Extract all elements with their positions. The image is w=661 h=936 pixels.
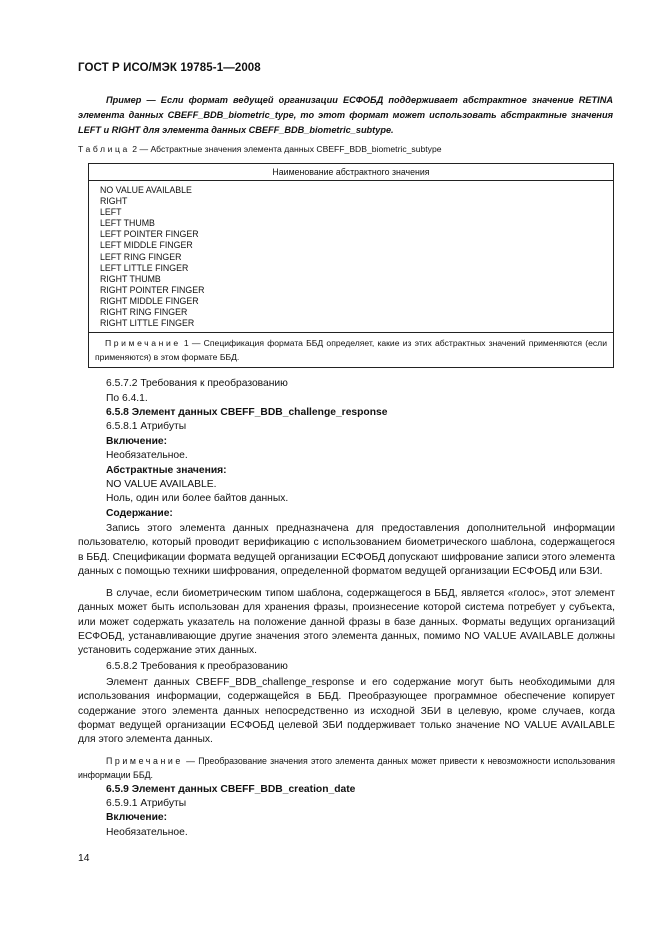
table-value: LEFT RING FINGER <box>100 251 182 262</box>
section-658-title: 6.5.8 Элемент данных CBEFF_BDB_challenge_response <box>106 407 388 418</box>
table-value: RIGHT LITTLE FINGER <box>100 318 195 329</box>
section-6582-paragraph <box>78 676 615 747</box>
abstract-values-table <box>88 163 614 368</box>
example-label: Пример — <box>106 95 156 105</box>
table-value: LEFT THUMB <box>100 218 155 229</box>
example-paragraph <box>78 93 613 138</box>
section-6582-text: Элемент данных CBEFF_BDB_challenge_response и его содержание могут быть необходимыми для использования информации, содержащейся в ББД. Преобразующее программное обеспечение копирует содержание этого элемента данных непосредственно из исходной ЗБИ в целевую, кроме случаев, когда формат ведущей организации ЕСФОБД целевой ЗБИ поддерживает только значение NO VALUE AVAILABLE для этого элемента данных. <box>78 677 615 746</box>
abstract-values-label: Абстрактные значения: <box>106 465 227 476</box>
table-body <box>89 181 613 333</box>
page-number: 14 <box>78 853 90 864</box>
document-header: ГОСТ Р ИСО/МЭК 19785-1—2008 <box>78 62 261 74</box>
table-value: RIGHT RING FINGER <box>100 307 188 318</box>
table-header: Наименование абстрактного значения <box>89 164 613 181</box>
abstract-value-1: NO VALUE AVAILABLE. <box>106 479 217 490</box>
content-paragraph-2-text: В случае, если биометрическим типом шаблона, содержащегося в ББД, является «голос», этот элемент данных может быть использован для хранения фразы, произнесение которой система потребует у субъекта, или может содержать указатель на положение данной фразы в базе данных. Форматы ведущих организаций ЕСФОБД, устанавливающие другие значения этого элемента данных, помимо NO VALUE AVAILABLE должны установить содержание этих данных. <box>78 588 615 657</box>
table-caption-text: 2 — Абстрактные значения элемента данных CBEFF_BDB_biometric_subtype <box>132 144 442 154</box>
section-6582-title: 6.5.8.2 Требования к преобразованию <box>106 661 288 672</box>
table-value: RIGHT MIDDLE FINGER <box>100 295 199 306</box>
table-value: RIGHT THUMB <box>100 273 161 284</box>
table-value: RIGHT POINTER FINGER <box>100 284 205 295</box>
note-2 <box>78 754 615 782</box>
note-2-text: — Преобразование значения этого элемента данных может привести к невозможности использования информации ББД. <box>78 756 615 780</box>
table-caption <box>78 144 442 154</box>
table-note-text: 1 — Спецификация формата ББД определяет, какие из этих абстрактных значений применяются (если применяются) в этом формате ББД. <box>95 338 607 362</box>
inclusion-label: Включение: <box>106 436 168 447</box>
table-value: LEFT POINTER FINGER <box>100 229 199 240</box>
note-2-label: Примечание <box>106 756 183 766</box>
section-6581-title: 6.5.8.1 Атрибуты <box>106 421 187 432</box>
table-note <box>89 333 613 367</box>
content-label: Содержание: <box>106 508 173 519</box>
inclusion-value: Необязательное. <box>106 450 188 461</box>
table-value: RIGHT <box>100 196 128 207</box>
table-note-label: Примечание <box>105 338 181 349</box>
table-caption-label: Таблица <box>78 144 130 154</box>
content-paragraph-1 <box>78 522 615 579</box>
table-value: LEFT MIDDLE FINGER <box>100 240 193 251</box>
section-659-title: 6.5.9 Элемент данных CBEFF_BDB_creation_date <box>106 784 356 795</box>
table-value: LEFT LITTLE FINGER <box>100 262 189 273</box>
content-paragraph-2 <box>78 587 615 658</box>
example-text: Если формат ведущей организации ЕСФОБД поддерживает абстрактное значение RETINA элемента данных CBEFF_BDB_biometric_type, то этот формат может использовать абстрактные значения LEFT и RIGHT для элемента данных CBEFF_BDB_biometric_subtype. <box>78 95 613 135</box>
section-6572-title: 6.5.7.2 Требования к преобразованию <box>106 378 288 389</box>
section-6591-title: 6.5.9.1 Атрибуты <box>106 798 187 809</box>
content-paragraph-1-text: Запись этого элемента данных предназначена для предоставления дополнительной информации пользователю, который проводит верификацию с использованием биометрического шаблона, содержащегося в ББД. Спецификации формата ведущей организации ЕСФОБД допускают шифрование записи этого элемента данных с помощью техники шифрования, определенной форматом ведущей организации ЕСФОБД или БЗИ. <box>78 523 615 577</box>
table-value: LEFT <box>100 207 122 218</box>
inclusion2-label: Включение: <box>106 812 168 823</box>
section-6572-text: По 6.4.1. <box>106 393 148 404</box>
table-value: NO VALUE AVAILABLE <box>100 185 192 195</box>
abstract-value-2: Ноль, один или более байтов данных. <box>106 493 289 504</box>
inclusion2-value: Необязательное. <box>106 827 188 838</box>
